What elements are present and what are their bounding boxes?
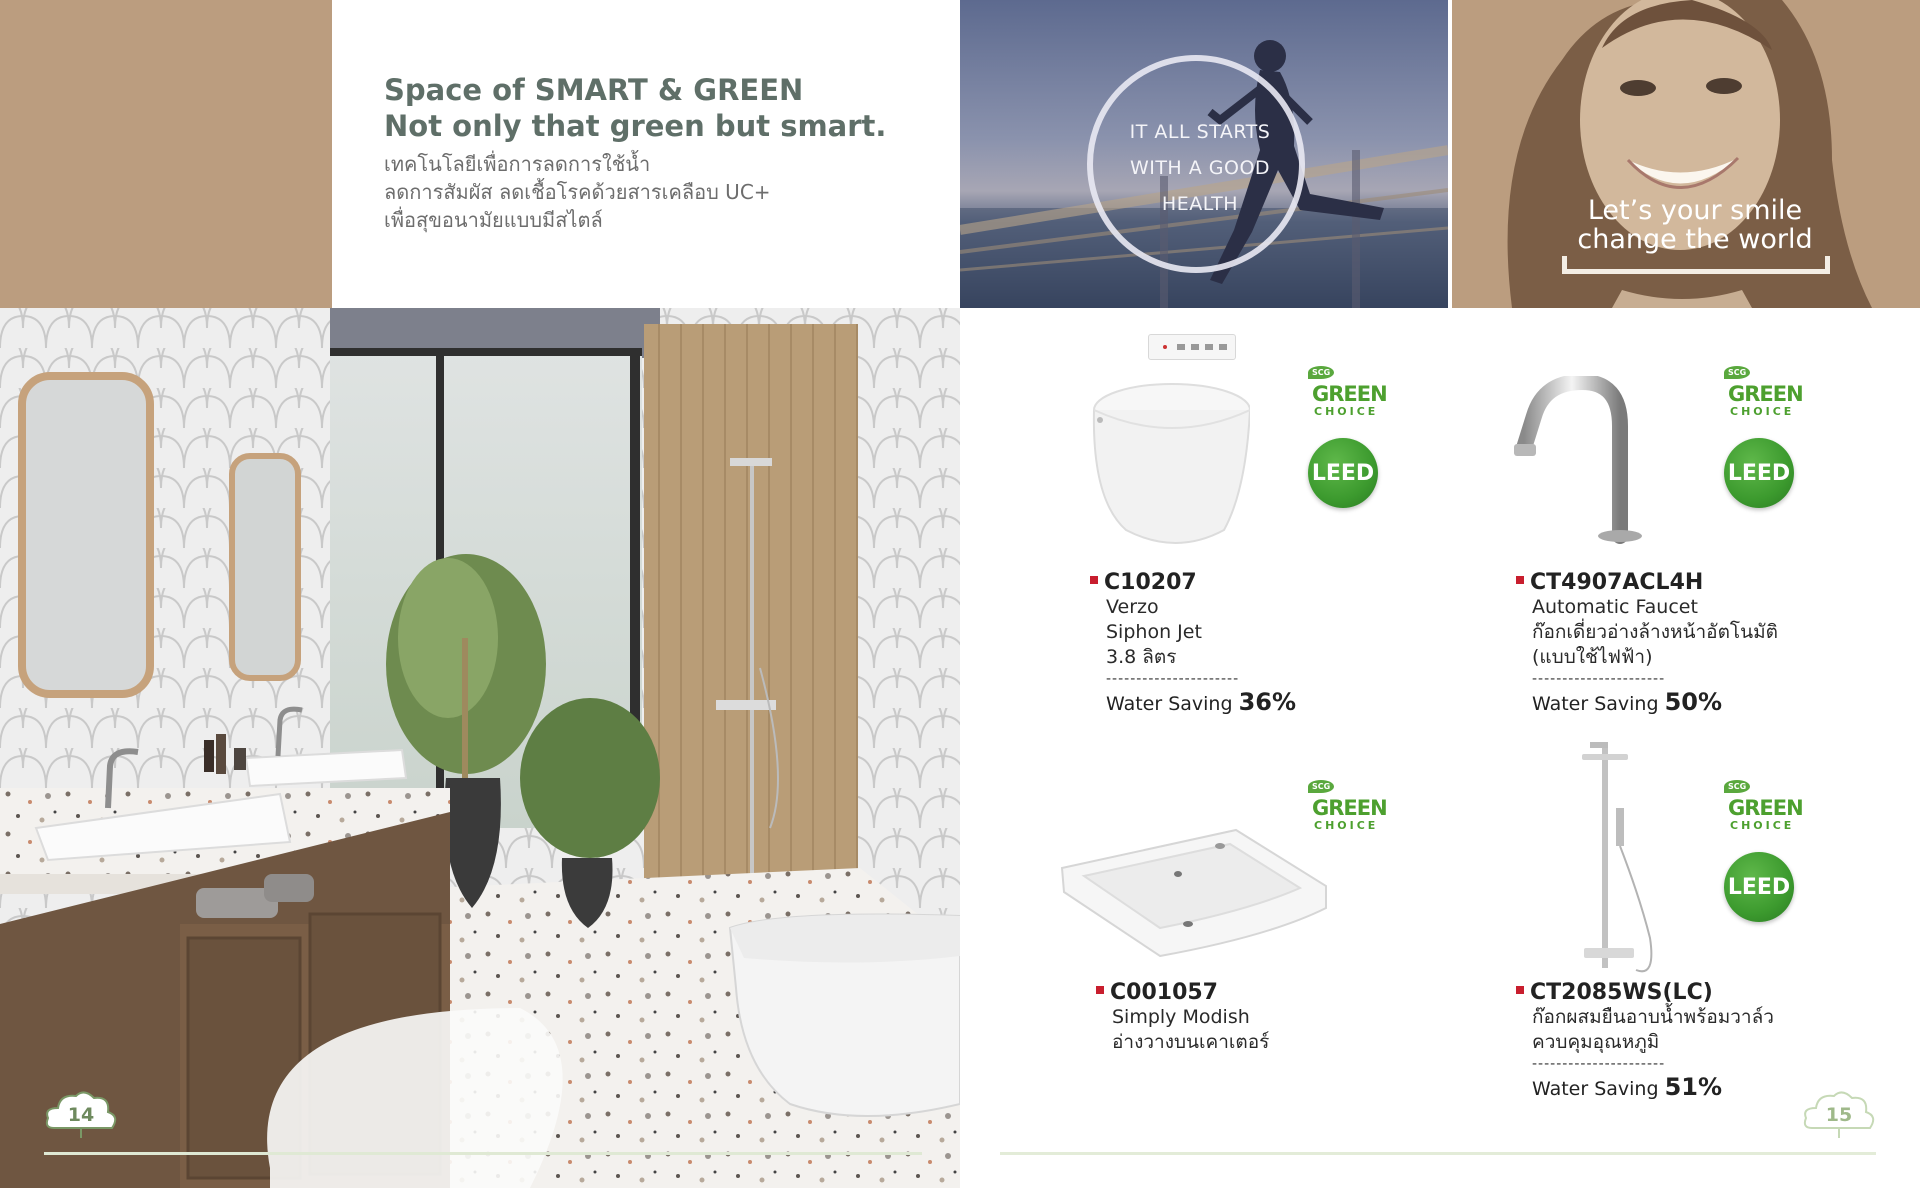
choice-label: CHOICE (1730, 405, 1795, 418)
choice-label: CHOICE (1314, 405, 1379, 418)
product-line: ควบคุมอุณหภูมิ (1532, 1031, 1660, 1053)
health-line-3: HEALTH (1161, 193, 1239, 215)
toilet-c10207-image (1086, 380, 1250, 556)
scg-green-choice-logo (1722, 366, 1802, 424)
product-line: ก๊อกผสมยืนอาบน้ำพร้อมวาล์ว (1532, 1006, 1774, 1028)
headline-line-2: Not only that green but smart. (384, 109, 887, 143)
scg-green-choice-logo (1306, 366, 1386, 424)
product-code: C001057 (1110, 980, 1218, 1005)
dash-separator: ---------------------- (1532, 671, 1666, 687)
dash-separator: ---------------------- (1106, 671, 1240, 687)
shower-ct2085ws-image (1570, 738, 1680, 982)
scg-label: SCG (1724, 366, 1750, 379)
saving-value: 36% (1238, 688, 1297, 716)
water-saving (1532, 688, 1856, 716)
sub-line-2: ลดการสัมผัส ลดเชื้อโรคด้วยสารเคลือบ UC+ (384, 180, 771, 204)
bullet-icon (1090, 576, 1098, 584)
product-line: ก๊อกเดี่ยวอ่างล้างหน้าอัตโนมัติ (1532, 621, 1778, 643)
saving-label: Water Saving (1532, 1078, 1659, 1100)
bullet-icon (1096, 986, 1104, 994)
scg-label: SCG (1308, 366, 1334, 379)
product-card-c001057 (1096, 980, 1396, 1055)
product-code: CT4907ACL4H (1530, 570, 1704, 595)
saving-value: 50% (1664, 688, 1723, 716)
page-number-15: 15 (1825, 1104, 1853, 1126)
saving-label: Water Saving (1106, 693, 1233, 715)
page-number-14: 14 (67, 1104, 95, 1126)
health-line-2: WITH A GOOD (1129, 157, 1271, 179)
green-label: GREEN (1312, 796, 1387, 820)
health-line-1: IT ALL STARTS (1129, 121, 1271, 143)
choice-label: CHOICE (1314, 819, 1379, 832)
page-headline (384, 72, 924, 144)
scg-green-choice-logo (1722, 780, 1802, 838)
product-card-ct2085ws (1516, 980, 1856, 1101)
smile-line-2: change the world (1577, 224, 1813, 255)
green-label: GREEN (1728, 796, 1803, 820)
remote-control-image (1148, 334, 1236, 360)
footer-rule-right (1000, 1152, 1876, 1155)
page-number-badge-right (1802, 1090, 1876, 1138)
product-line: Siphon Jet (1106, 621, 1202, 643)
basin-c001057-image (1060, 826, 1330, 962)
smile-line-1: Let’s your smile (1587, 195, 1803, 226)
bullet-icon (1516, 576, 1524, 584)
bathroom-photo (0, 308, 960, 1188)
dash-separator: ---------------------- (1532, 1056, 1666, 1072)
scg-green-choice-logo (1306, 780, 1386, 838)
bullet-icon (1516, 986, 1524, 994)
product-line: Simply Modish (1112, 1006, 1250, 1028)
product-line: 3.8 ลิตร (1106, 646, 1177, 668)
saving-value: 51% (1664, 1073, 1723, 1101)
leed-badge: LEED (1724, 438, 1794, 508)
page-number-badge-left (44, 1090, 118, 1138)
smile-bracket-underline (1562, 256, 1830, 274)
choice-label: CHOICE (1730, 819, 1795, 832)
health-slogan (1080, 114, 1320, 222)
smile-slogan (1535, 196, 1855, 254)
scg-label: SCG (1724, 780, 1750, 793)
water-saving (1106, 688, 1390, 716)
product-card-ct4907acl4h (1516, 570, 1856, 716)
product-line: Automatic Faucet (1532, 596, 1698, 618)
sub-line-3: เพื่อสุขอนามัยแบบมีสไตล์ (384, 208, 603, 232)
product-line: Verzo (1106, 596, 1159, 618)
product-card-c10207 (1090, 570, 1390, 716)
scg-label: SCG (1308, 780, 1334, 793)
sub-line-1: เทคโนโลยีเพื่อการลดการใช้น้ำ (384, 152, 651, 176)
footer-rule-left (44, 1152, 922, 1155)
headline-line-1: Space of SMART & GREEN (384, 73, 804, 107)
product-code: CT2085WS(LC) (1530, 980, 1713, 1005)
product-code: C10207 (1104, 570, 1197, 595)
tan-color-block (0, 0, 332, 308)
thai-description (384, 150, 804, 234)
product-line: (แบบใช้ไฟฟ้า) (1532, 646, 1653, 668)
product-line: อ่างวางบนเคาเตอร์ (1112, 1031, 1270, 1053)
green-label: GREEN (1312, 382, 1387, 406)
faucet-ct4907acl4h-image (1514, 376, 1650, 544)
leed-badge: LEED (1724, 852, 1794, 922)
green-label: GREEN (1728, 382, 1803, 406)
saving-label: Water Saving (1532, 693, 1659, 715)
leed-badge: LEED (1308, 438, 1378, 508)
